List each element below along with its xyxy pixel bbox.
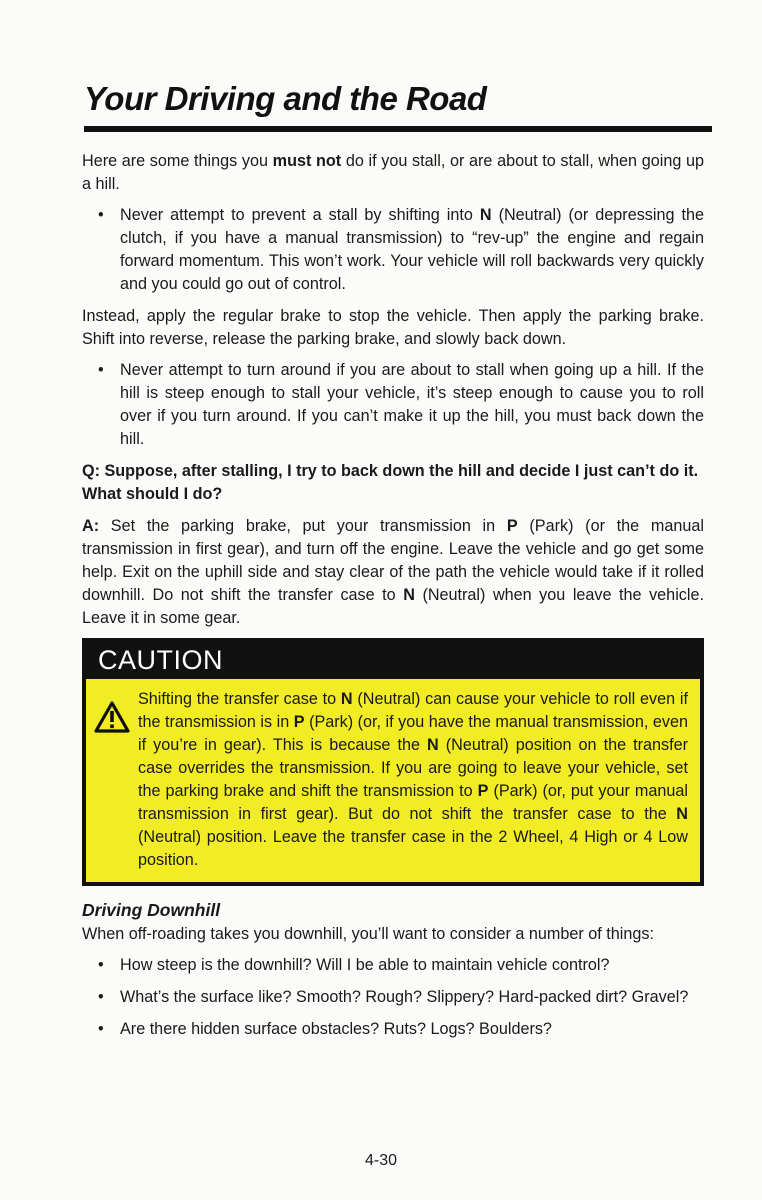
page-number: 4-30: [364, 1152, 398, 1169]
list-item: • What’s the surface like? Smooth? Rough? Slippery? Hard-packed dirt? Gravel?: [120, 986, 704, 1009]
section-heading-driving-downhill: Driving Downhill: [82, 900, 221, 920]
question-heading: Q: Suppose, after stalling, I try to back down the hill and decide I just can’t do it. What should I do?: [82, 462, 699, 503]
downhill-bullet-list: [82, 954, 704, 1041]
caution-box: [82, 638, 704, 886]
intro-paragraph: Here are some things you must not do if you stall, or are about to stall, when going up a hill.: [82, 152, 704, 193]
list-item: • Are there hidden surface obstacles? Ruts? Logs? Boulders?: [120, 1018, 704, 1041]
page-title: Your Driving and the Road: [84, 80, 487, 117]
instead-paragraph: Instead, apply the regular brake to stop the vehicle. Then apply the parking brake. Shift into reverse, release the parking brake, and slowly back down.: [82, 307, 704, 348]
main-content: [82, 150, 704, 1050]
list-item: • How steep is the downhill? Will I be able to maintain vehicle control?: [120, 954, 704, 977]
answer-paragraph: A: Set the parking brake, put your transmission in P (Park) (or the manual transmission in first gear), and turn off the engine. Leave the vehicle and go get some help. Exit on the uphill side and stay clear of the path the vehicle would take if it rolled downhill. Do not shift the transfer case to N (Neutral) when you leave the vehicle. Leave it in some gear.: [82, 517, 704, 627]
downhill-intro: When off-roading takes you downhill, you’ll want to consider a number of things:: [82, 925, 654, 943]
title-rule: [84, 126, 712, 132]
stall-bullet-list-2: [82, 359, 704, 451]
list-item: • Never attempt to prevent a stall by shifting into N (Neutral) (or depressing the clutch, if you have a manual transmission) to “rev-up” the engine and regain forward momentum. This won’t work. Your vehicle will roll backwards very quickly and you could go out of control.: [120, 204, 704, 296]
warning-triangle-icon: [94, 701, 130, 733]
caution-body: Shifting the transfer case to N (Neutral) can cause your vehicle to roll even if the transmission is in P (Park) (or, if you have the manual transmission, even if you’re in gear). This is because the N (Neutral) position on the transfer case overrides the transmission. If you are going to leave your vehicle, set the parking brake and shift the transmission to P (Park) (or, put your manual transmission in first gear). But do not shift the transfer case to the N (Neutral) position. Leave the transfer case in the 2 Wheel, 4 High or 4 Low position.: [86, 679, 700, 882]
caution-heading: CAUTION: [86, 642, 700, 679]
emphasis-must-not: must not: [272, 152, 342, 170]
list-item: • Never attempt to turn around if you are about to stall when going up a hill. If the hill is steep enough to stall your vehicle, it’s steep enough to cause you to roll over if you turn around. If you can’t make it up the hill, you must back down the hill.: [120, 359, 704, 451]
stall-bullet-list-1: [82, 204, 704, 296]
